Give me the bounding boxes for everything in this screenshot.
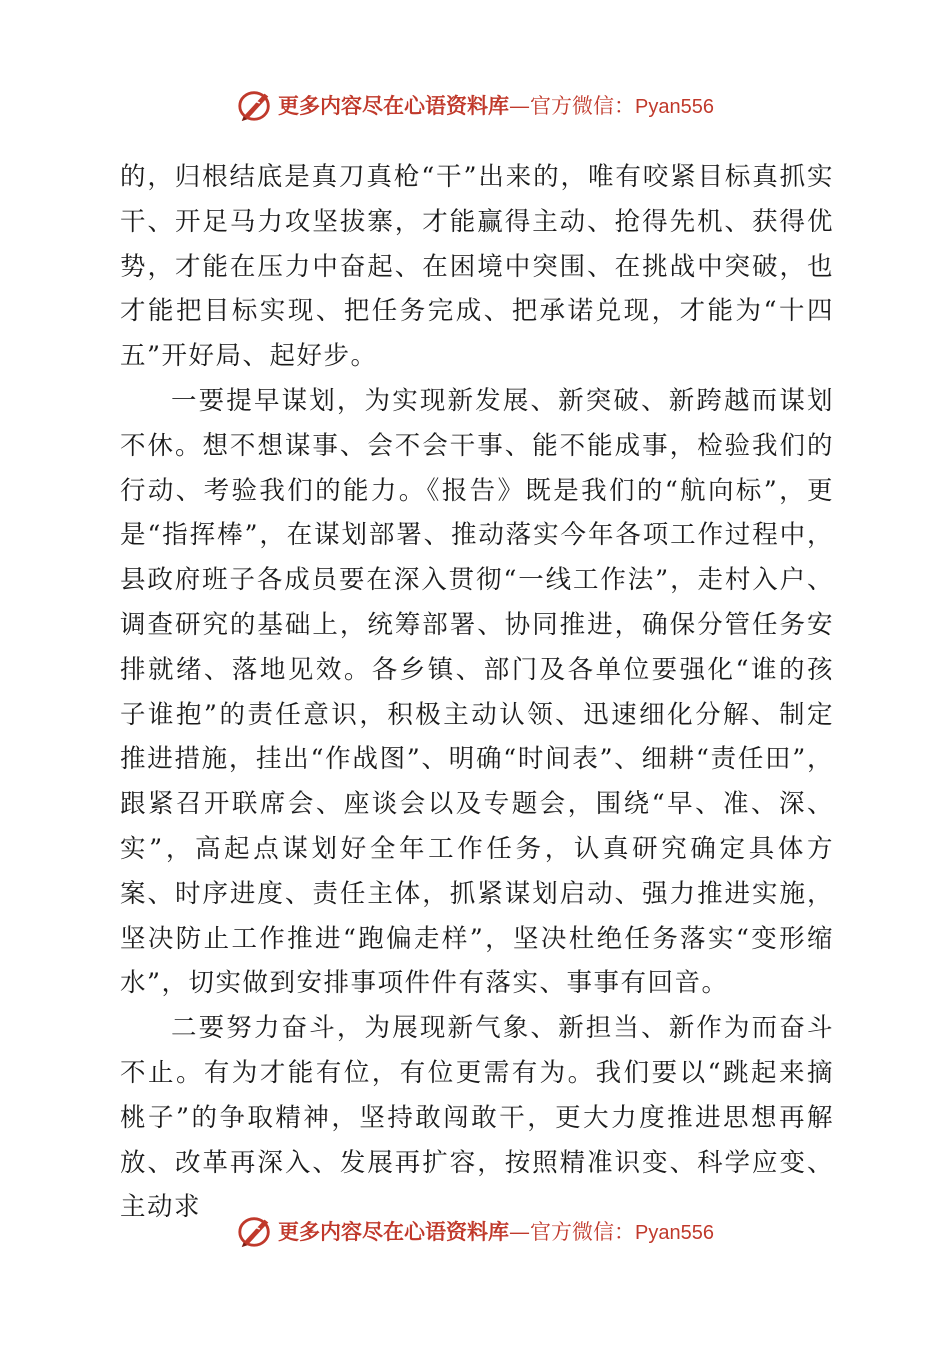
- banner-text: [278, 1216, 714, 1246]
- header-banner: [0, 80, 950, 130]
- pen-ring-logo-icon: [236, 86, 274, 124]
- banner-wechat-id: Pyan556: [635, 1222, 714, 1244]
- banner-main-text: 更多内容尽在心语资料库: [278, 1219, 510, 1244]
- banner-wechat-label: 官方微信：: [530, 94, 636, 118]
- banner-separator: —: [509, 1220, 531, 1244]
- pen-ring-logo-icon: [236, 1212, 274, 1250]
- banner-text: [278, 90, 714, 120]
- footer-banner: [0, 1206, 950, 1256]
- paragraph-continued: 的，归根结底是真刀真枪“干”出来的，唯有咬紧目标真抓实干、开足马力攻坚拔寨，才能赢得主动、抢得先机、获得优势，才能在压力中奋起、在困境中突围、在挑战中突破，也才能把目标实现、把任务完成、把承诺兑现，才能为“十四五”开好局、起好步。: [120, 162, 834, 372]
- banner-wechat-id: Pyan556: [635, 96, 714, 118]
- paragraph-striving: 二要努力奋斗，为展现新气象、新担当、新作为而奋斗不止。有为才能有位，有位更需有为。我们要以“跳起来摘桃子”的争取精神，坚持敢闯敢干，更大力度推进思想再解放、改革再深入、发展再扩容，按照精准识变、科学应变、主动求: [120, 1013, 834, 1223]
- paragraph-planning: 一要提早谋划，为实现新发展、新突破、新跨越而谋划不休。想不想谋事、会不会干事、能不能成事，检验我们的行动、考验我们的能力。《报告》既是我们的“航向标”，更是“指挥棒”，在谋划部署、推动落实今年各项工作过程中，县政府班子各成员要在深入贯彻“一线工作法”，走村入户、调查研究的基础上，统筹部署、协同推进，确保分管任务安排就绪、落地见效。各乡镇、部门及各单位要强化“谁的孩子谁抱”的责任意识，积极主动认领、迅速细化分解、制定推进措施，挂出“作战图”、明确“时间表”、细耕“责任田”，跟紧召开联席会、座谈会以及专题会，围绕“早、准、深、实”，高起点谋划好全年工作任务，认真研究确定具体方案、时序进度、责任主体，抓紧谋划启动、强力推进实施，坚决防止工作推进“跑偏走样”，坚决杜绝任务落实“变形缩水”，切实做到安排事项件件有落实、事事有回音。: [120, 385, 834, 999]
- banner-main-text: 更多内容尽在心语资料库: [278, 93, 510, 118]
- banner-separator: —: [509, 94, 531, 118]
- banner-wechat-label: 官方微信：: [530, 1220, 636, 1244]
- document-body: [120, 155, 834, 1230]
